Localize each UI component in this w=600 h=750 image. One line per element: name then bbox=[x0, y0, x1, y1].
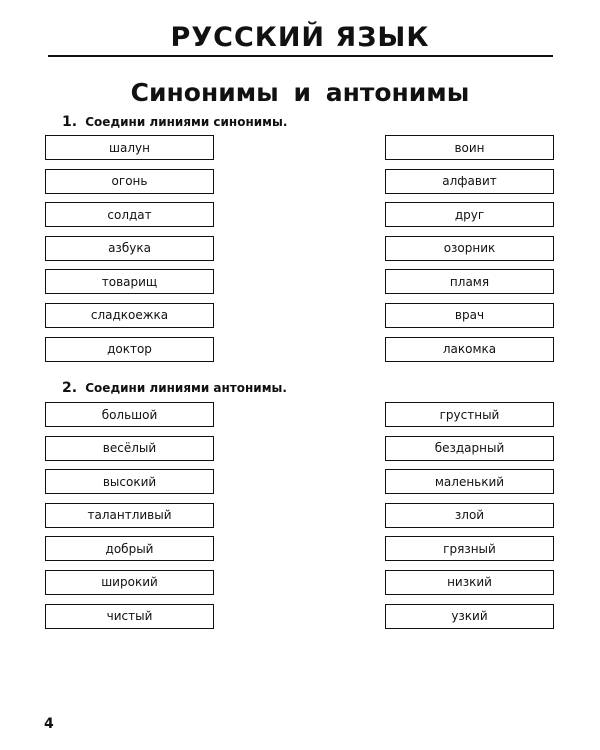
task-2-right-column bbox=[385, 402, 554, 637]
word-box[interactable]: низкий bbox=[385, 570, 554, 595]
word-box[interactable]: добрый bbox=[45, 536, 214, 561]
word-box[interactable]: солдат bbox=[45, 202, 214, 227]
word-box[interactable]: товарищ bbox=[45, 269, 214, 294]
word-box[interactable]: сладкоежка bbox=[45, 303, 214, 328]
word-box[interactable]: большой bbox=[45, 402, 214, 427]
page-title: Синонимы и антонимы bbox=[130, 78, 470, 107]
task-1-text: Соедини линиями синонимы. bbox=[85, 115, 288, 129]
word-box[interactable]: бездарный bbox=[385, 436, 554, 461]
word-box[interactable]: врач bbox=[385, 303, 554, 328]
word-box[interactable]: высокий bbox=[45, 469, 214, 494]
word-box[interactable]: грустный bbox=[385, 402, 554, 427]
task-2-text: Соедини линиями антонимы. bbox=[85, 381, 287, 395]
word-box[interactable]: грязный bbox=[385, 536, 554, 561]
word-box[interactable]: злой bbox=[385, 503, 554, 528]
task-2-number: 2. bbox=[62, 380, 78, 396]
task-1-number: 1. bbox=[62, 114, 78, 130]
word-box[interactable]: лакомка bbox=[385, 337, 554, 362]
word-box[interactable]: доктор bbox=[45, 337, 214, 362]
word-box[interactable]: пламя bbox=[385, 269, 554, 294]
word-box[interactable]: друг bbox=[385, 202, 554, 227]
word-box[interactable]: озорник bbox=[385, 236, 554, 261]
word-box[interactable]: огонь bbox=[45, 169, 214, 194]
word-box[interactable]: узкий bbox=[385, 604, 554, 629]
word-box[interactable]: маленький bbox=[385, 469, 554, 494]
word-box[interactable]: воин bbox=[385, 135, 554, 160]
subject-title: РУССКИЙ ЯЗЫК bbox=[170, 22, 430, 53]
task-1-right-column bbox=[385, 135, 554, 370]
task-1-left-column bbox=[45, 135, 214, 370]
word-box[interactable]: шалун bbox=[45, 135, 214, 160]
word-box[interactable]: чистый bbox=[45, 604, 214, 629]
word-box[interactable]: алфавит bbox=[385, 169, 554, 194]
task-2-instruction bbox=[62, 380, 287, 396]
word-box[interactable]: весёлый bbox=[45, 436, 214, 461]
header-divider bbox=[48, 55, 553, 57]
task-1-instruction bbox=[62, 114, 287, 130]
word-box[interactable]: широкий bbox=[45, 570, 214, 595]
page-number: 4 bbox=[44, 716, 54, 732]
task-2-left-column bbox=[45, 402, 214, 637]
word-box[interactable]: талантливый bbox=[45, 503, 214, 528]
word-box[interactable]: азбука bbox=[45, 236, 214, 261]
